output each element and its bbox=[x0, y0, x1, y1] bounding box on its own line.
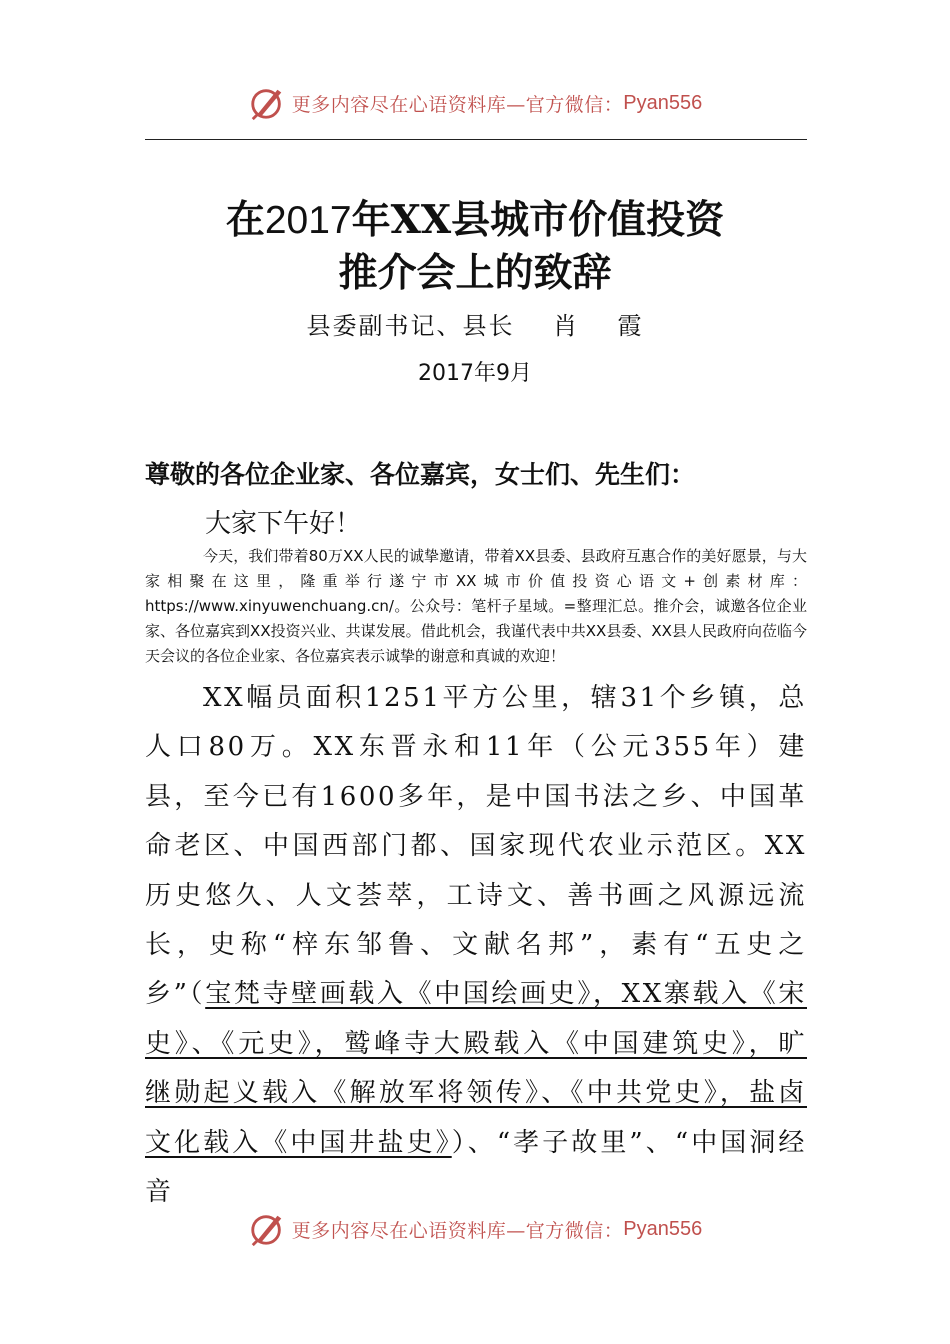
quill-logo-icon bbox=[248, 1210, 286, 1248]
greeting: 大家下午好！ bbox=[205, 509, 362, 539]
main-paragraph-text: XX幅员面积1251平方公里，辖31个乡镇，总人口80万。XX东晋永和11年（公元355年）建县，至今已有1600多年，是中国书法之乡、中国革命老区、中国西部门都、国家现代农业示范区。XX历史悠久、人文荟萃，工诗文、善书画之风源远流长，史称“梓东邹鲁、文献名邦”，素有“五史之乡”（ bbox=[145, 683, 807, 1010]
author-byline: 县委副书记、县长 肖 霞 bbox=[306, 312, 644, 340]
salutation: 尊敬的各位企业家、各位嘉宾，女士们、先生们： bbox=[145, 460, 696, 489]
document-title bbox=[0, 194, 950, 299]
title-line-2: 推介会上的致辞 bbox=[338, 250, 612, 296]
quill-logo-icon bbox=[248, 84, 286, 122]
header-watermark bbox=[0, 84, 950, 122]
footer-watermark bbox=[0, 1210, 950, 1248]
underlined-history-text: 宝梵寺壁画载入《中国绘画史》，XX寨载入《宋史》、《元史》，鹫峰寺大殿载入《中国建筑史》，旷继勋起义载入《解放军将领传》、《中共党史》，盐卤文化载入《中国井盐史》 bbox=[145, 979, 807, 1158]
watermark-wechat-id: Pyan556 bbox=[623, 91, 703, 114]
watermark-text: 更多内容尽在心语资料库—官方微信： bbox=[291, 93, 624, 116]
intro-paragraph: 今天，我们带着80万XX人民的诚挚邀请，带着XX县委、县政府互惠合作的美好愿景，与大家相聚在这里，隆重举行遂宁市XX城市价值投资心语文+创素材库：https://www.xinyuwenchuang.cn/。公众号：笔杆子星域。=整理汇总。推介会，诚邀各位企业家、各位嘉宾到XX投资兴业、共谋发展。借此机会，我谨代表中共XX县委、XX县人民政府向莅临今天会议的各位企业家、各位嘉宾表示诚挚的谢意和真诚的欢迎！ bbox=[145, 547, 807, 665]
title-line-1: 在2017年XX县城市价值投资 bbox=[225, 197, 725, 243]
document-date: 2017年9月 bbox=[418, 361, 532, 386]
main-paragraph bbox=[145, 674, 807, 1217]
header-divider bbox=[145, 139, 807, 140]
main-paragraph-continuation: ）、“孝子故里”、“中国洞经音 bbox=[145, 1127, 807, 1208]
watermark-text: 更多内容尽在心语资料库—官方微信： bbox=[291, 1219, 624, 1242]
watermark-wechat-id: Pyan556 bbox=[623, 1217, 703, 1240]
